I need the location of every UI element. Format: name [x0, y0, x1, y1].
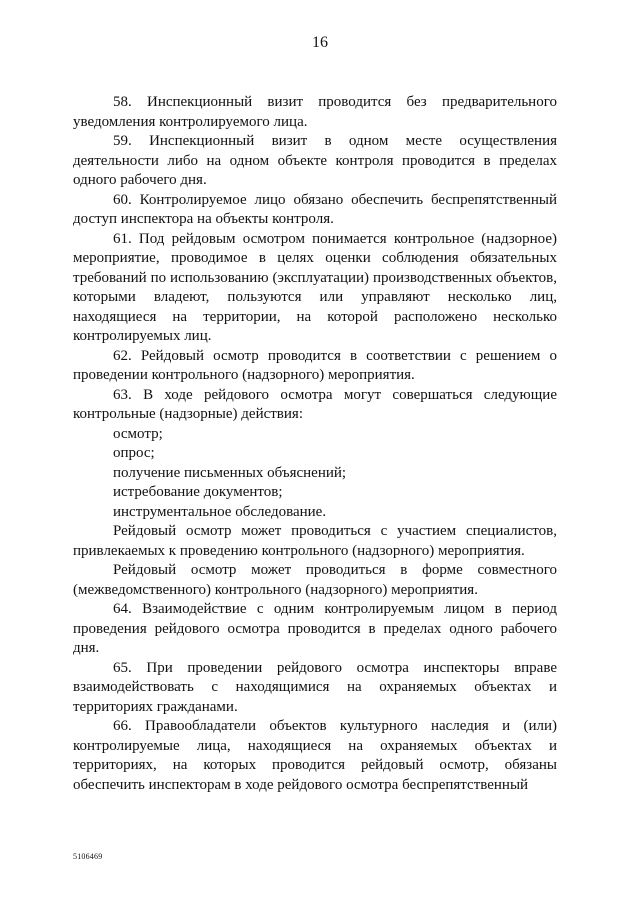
paragraph-61: 61. Под рейдовым осмотром понимается контрольное (надзорное) мероприятие, проводимое в целях оценки соблюдения обязательных требований по использованию (эксплуатации) производственных объектов, которыми владеют, пользуются или управляют несколько лиц, находящиеся на территории, на которой расположено несколько контролируемых лиц. — [73, 230, 557, 344]
paragraph-58: 58. Инспекционный визит проводится без предварительного уведомления контролируемого лица. — [73, 94, 557, 130]
list-item: осмотр; — [113, 425, 163, 442]
paragraph-64: 64. Взаимодействие с одним контролируемым лицом в период проведения рейдового осмотра проводится в пределах одного рабочего дня. — [73, 601, 557, 656]
paragraph-63: 63. В ходе рейдового осмотра могут совершаться следующие контрольные (надзорные) действия: — [73, 386, 557, 422]
page-number: 16 — [312, 34, 328, 51]
document-body — [73, 93, 557, 795]
paragraph-62: 62. Рейдовый осмотр проводится в соответствии с решением о проведении контрольного (надзорного) мероприятия. — [73, 347, 557, 383]
paragraph-60: 60. Контролируемое лицо обязано обеспечить беспрепятственный доступ инспектора на объекты контроля. — [73, 191, 557, 227]
paragraph-joint-form: Рейдовый осмотр может проводиться в форме совместного (межведомственного) контрольного (надзорного) мероприятия. — [73, 562, 557, 598]
list-item: опрос; — [113, 445, 155, 461]
paragraph-59: 59. Инспекционный визит в одном месте осуществления деятельности либо на одном объекте контроля проводится в пределах одного рабочего дня. — [73, 133, 557, 188]
paragraph-66: 66. Правообладатели объектов культурного наследия и (или) контролируемые лица, находящиеся на охраняемых объектах и территориях, на которых проводится рейдовый осмотр, обязаны обеспечить инспекторам в ходе рейдового осмотра беспрепятственный — [73, 718, 557, 793]
paragraph-65: 65. При проведении рейдового осмотра инспекторы вправе взаимодействовать с находящимися на охраняемых объектах и территориях гражданами. — [73, 659, 557, 715]
list-item: получение письменных объяснений; — [113, 464, 347, 481]
list-item: инструментальное обследование. — [113, 503, 327, 520]
paragraph-specialists: Рейдовый осмотр может проводиться с участием специалистов, привлекаемых к проведению контрольного (надзорного) мероприятия. — [73, 523, 557, 559]
action-list — [73, 425, 557, 523]
list-item: истребование документов; — [113, 484, 283, 500]
document-code: 5106469 — [73, 852, 103, 861]
